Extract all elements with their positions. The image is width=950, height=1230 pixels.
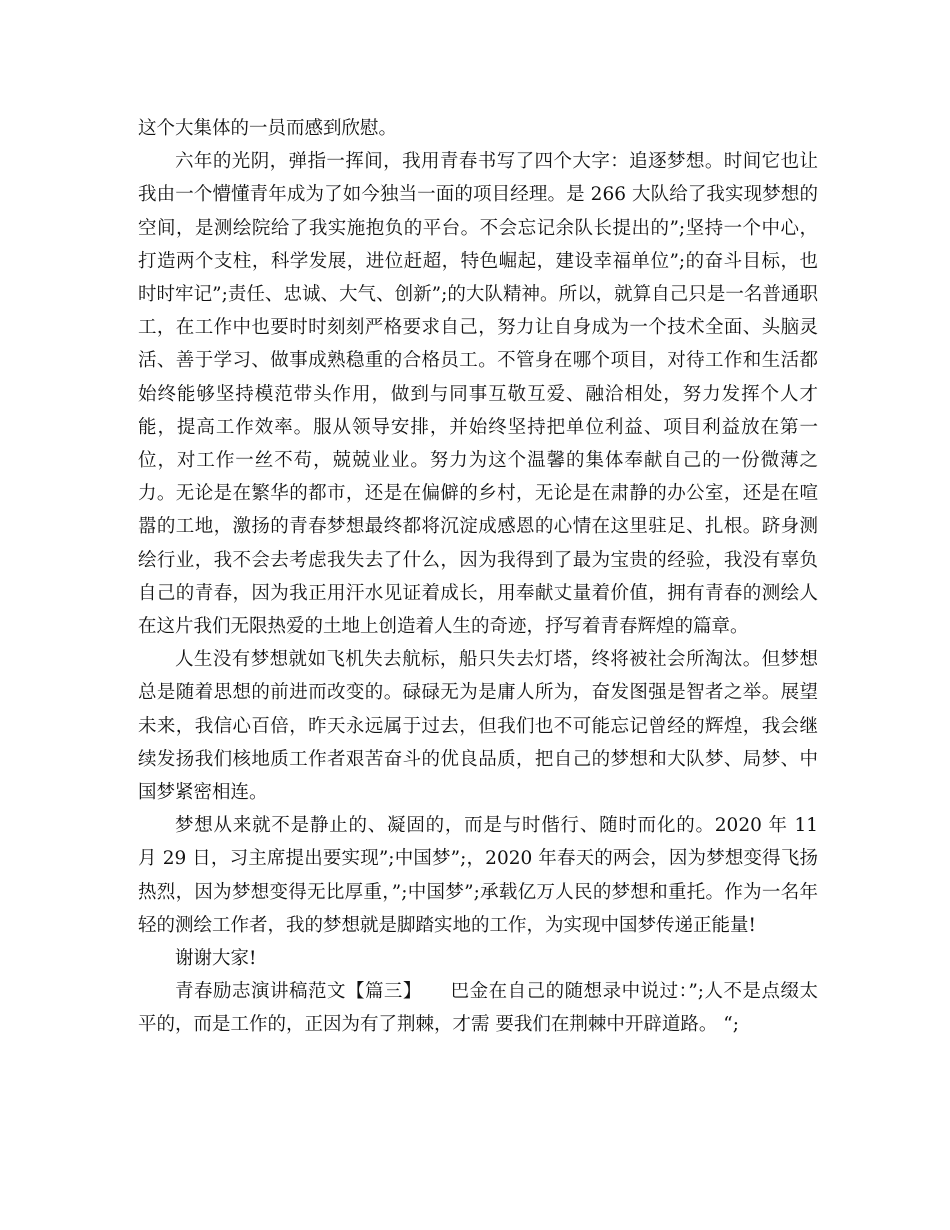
paragraph-continuation: 这个大集体的一员而感到欣慰。 <box>138 118 398 139</box>
paragraph-life-dream: 人生没有梦想就如飞机失去航标，船只失去灯塔，终将被社会所淘汰。但梦想总是随着思想的前进而改变的。碌碌无为是庸人所为，奋发图强是智者之举。展望未来，我信心百倍，昨天永远属于过去，但我们也不可能忘记曾经的辉煌，我会继续发扬我们核地质工作者艰苦奋斗的优良品质，把自己的梦想和大队梦、局梦、中国梦紧密相连。 <box>138 649 818 804</box>
paragraph-china-dream: 梦想从来就不是静止的、凝固的，而是与时偕行、随时而化的。2020 年 11 月 29 日，习主席提出要实现”;中国梦”;，2020 年春天的两会，因为梦想变得飞扬热烈，因为梦想变得无比厚重，”;中国梦”;承载亿万人民的梦想和重托。作为一名年轻的测绘工作者，我的梦想就是脚踏实地的工作，为实现中国梦传递正能量! <box>138 815 818 936</box>
document-body <box>138 112 818 1042</box>
paragraph-thanks: 谢谢大家! <box>175 948 257 970</box>
paragraph-six-years: 六年的光阴，弹指一挥间，我用青春书写了四个大字：追逐梦想。时间它也让我由一个懵懂青年成为了如今独当一面的项目经理。是 266 大队给了我实现梦想的空间，是测绘院给了我实施抱负的平台。不会忘记余队长提出的”;坚持一个中心，打造两个支柱，科学发展，进位赶超，特色崛起，建设幸福单位”;的奋斗目标，也时时牢记”;责任、忠诚、大气、创新”;的大队精神。所以，就算自己只是一名普通职工，在工作中也要时时刻刻严格要求自己，努力让自身成为一个技术全面、头脑灵活、善于学习、做事成熟稳重的合格员工。不管身在哪个项目，对待工作和生活都始终能够坚持模范带头作用，做到与同事互敬互爱、融洽相处，努力发挥个人才能，提高工作效率。服从领导安排，并始终坚持把单位利益、项目利益放在第一位，对工作一丝不苟，兢兢业业。努力为这个温馨的集体奉献自己的一份微薄之力。无论是在繁华的都市，还是在偏僻的乡村，无论是在肃静的办公室，还是在喧嚣的工地，激扬的青春梦想最终都将沉淀成感恩的心情在这里驻足、扎根。跻身测绘行业，我不会去考虑我失去了什么，因为我得到了最为宝贵的经验，我没有辜负自己的青春，因为我正用汗水见证着成长，用奉献丈量着价值，拥有青春的测绘人在这片我们无限热爱的土地上创造着人生的奇迹，抒写着青春辉煌的篇章。 <box>138 151 818 638</box>
paragraph-part-three: 青春励志演讲稿范文【篇三】 巴金在自己的随想录中说过：”;人不是点缀太平的，而是工作的，正因为有了荆棘，才需 要我们在荆棘中开辟道路。 “; <box>138 981 818 1036</box>
